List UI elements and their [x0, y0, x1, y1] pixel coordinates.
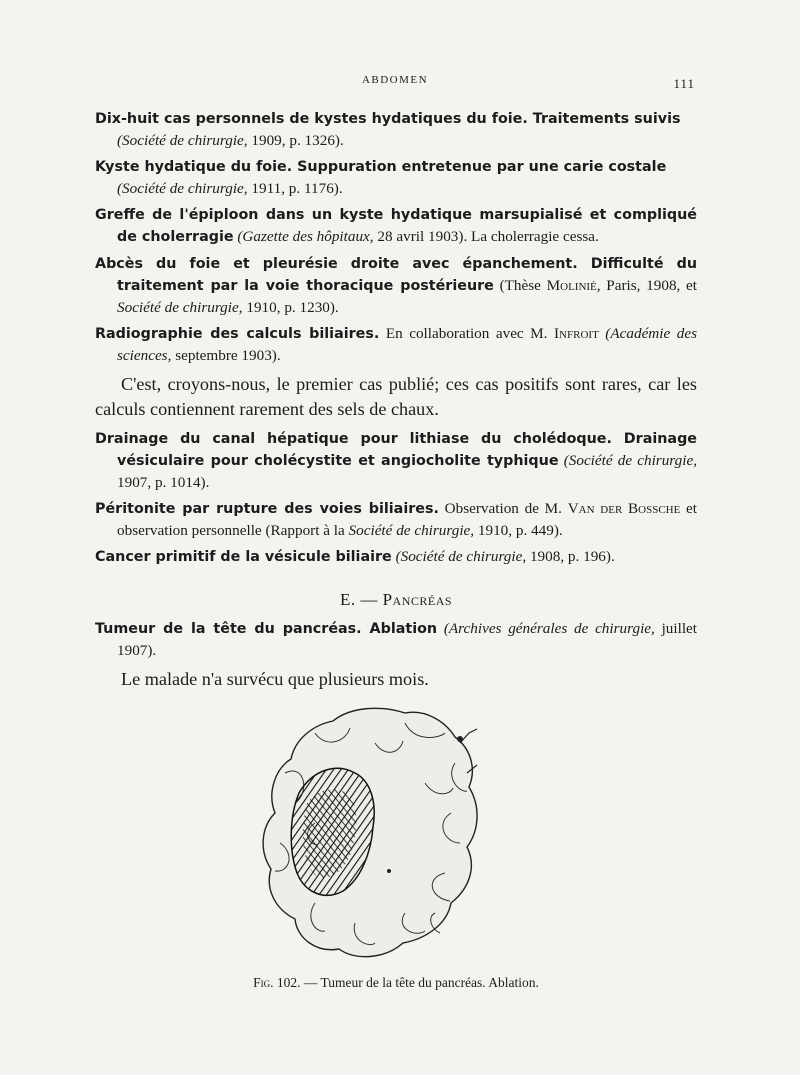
bibliography-entry	[95, 156, 697, 199]
entry-title: Péritonite par rupture des voies biliaires.	[95, 501, 439, 517]
entry-text: (Thèse	[493, 277, 547, 294]
entry-ref-italic: (Gazette des hôpitaux,	[233, 228, 374, 245]
entry-title: Kyste hydatique du foie. Suppuration entretenue par une carie costale	[95, 159, 667, 175]
tumor-illustration	[255, 703, 490, 968]
entry-text: 1907, p. 1014).	[117, 474, 210, 491]
entry-title: Drainage du canal hépatique pour lithiase du cholédoque. Drainage vésiculaire pour cholécystite et angiocholite typhique	[95, 431, 697, 469]
entry-title: Abcès du foie et pleurésie droite avec épanchement. Difficulté du traitement par la voie thoracique postérieure	[95, 256, 697, 294]
entry-ref-italic: (Académie des sciences,	[117, 325, 697, 364]
entry-ref-italic: (Société de chirurgie,	[558, 452, 697, 469]
entry-title: Tumeur de la tête du pancréas. Ablation	[95, 621, 438, 637]
bibliography-entry	[95, 498, 697, 541]
section-title: Pancréas	[382, 590, 453, 609]
entry-ref-italic: (Archives générales de chirurgie,	[437, 620, 655, 637]
page-header	[95, 74, 695, 94]
figure-caption	[95, 975, 697, 991]
page-content	[95, 108, 697, 698]
section-prefix: E. —	[339, 590, 383, 609]
bibliography-entry	[95, 618, 697, 661]
bibliography-entry	[95, 253, 697, 318]
entry-title: Radiographie des calculs biliaires.	[95, 326, 380, 342]
running-title: ABDOMEN	[361, 74, 429, 86]
entry-text: Observation de M.	[438, 500, 568, 517]
entry-ref-italic: Société de chirurgie,	[348, 522, 475, 539]
entry-title: Greffe de l'épiploon dans un kyste hydatique marsupialisé et compliqué de cholerragie	[95, 207, 697, 245]
bibliography-entry	[95, 546, 697, 568]
entry-ref-italic: (Société de chirurgie,	[391, 548, 527, 565]
entry-ref-italic: Société de chirurgie,	[117, 299, 243, 316]
entry-ref: 1911, p. 1176).	[247, 180, 343, 197]
author-name: Van der Bossche	[567, 500, 681, 517]
entry-title: Cancer primitif de la vésicule biliaire	[95, 549, 392, 565]
entry-ref-italic: (Société de chirurgie,	[117, 132, 248, 149]
figure-caption-text: — Tumeur de la tête du pancréas. Ablation.	[300, 975, 539, 990]
author-name: Infroit	[554, 325, 599, 342]
entry-ref: 1909, p. 1326).	[247, 132, 344, 149]
entry-text: En collaboration avec M.	[379, 325, 554, 342]
entry-title: Dix-huit cas personnels de kystes hydatiques du foie. Traitements suivis	[95, 111, 681, 127]
entry-text: et observation personnelle (Rapport à la	[117, 500, 698, 539]
section-heading	[95, 590, 697, 610]
entry-text: , Paris, 1908, et	[596, 277, 697, 294]
body-paragraph: C'est, croyons-nous, le premier cas publié; ces cas positifs sont rares, car les calculs contiennent rarement des sels de chaux.	[95, 374, 697, 419]
figure-label: Fig. 102.	[253, 975, 301, 990]
entry-text: 1910, p. 449).	[474, 522, 563, 539]
page-number: 111	[673, 76, 695, 91]
entry-text: 1910, p. 1230).	[242, 299, 339, 316]
entry-text: septembre 1903).	[171, 347, 281, 364]
bibliography-entry	[95, 108, 697, 151]
bibliography-entry	[95, 204, 697, 248]
body-paragraph: Le malade n'a survécu que plusieurs mois.	[121, 669, 429, 689]
entry-text: 1908, p. 196).	[526, 548, 615, 565]
entry-text: juillet 1907).	[117, 620, 697, 659]
bibliography-entry	[95, 323, 697, 366]
bibliography-entry	[95, 428, 697, 493]
entry-ref: 28 avril 1903). La cholerragie cessa.	[373, 228, 599, 245]
entry-ref-italic: (Société de chirurgie,	[117, 180, 248, 197]
author-name: Molinié	[546, 277, 597, 294]
